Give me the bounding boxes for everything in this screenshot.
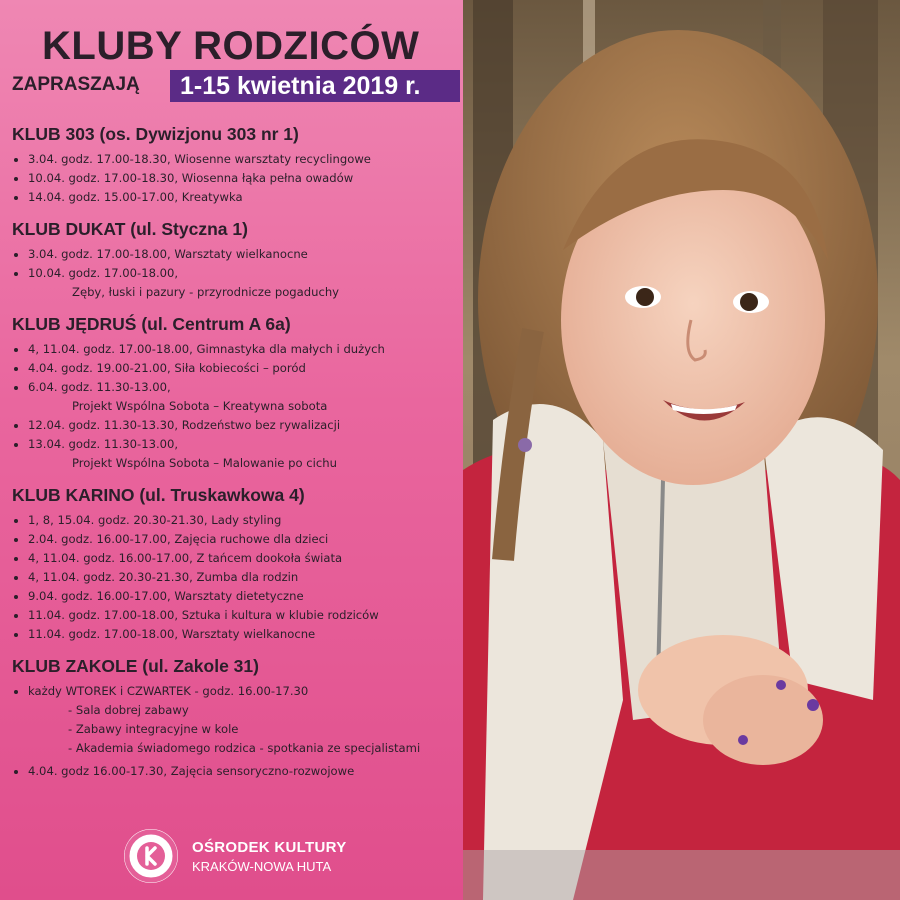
event-item bbox=[12, 435, 460, 473]
event-item bbox=[12, 264, 460, 302]
invite-text: ZAPRASZAJĄ bbox=[12, 74, 140, 95]
event-item: 3.04. godz. 17.00-18.00, Warsztaty wielkanocne bbox=[12, 245, 460, 264]
club-section bbox=[12, 656, 460, 781]
ok-logo-icon bbox=[124, 829, 178, 883]
club-section bbox=[12, 314, 460, 473]
event-item-line: 10.04. godz. 17.00-18.00, bbox=[28, 266, 179, 280]
event-item-line: każdy WTOREK i CZWARTEK - godz. 16.00-17.30 bbox=[28, 684, 309, 698]
event-item: 4, 11.04. godz. 17.00-18.00, Gimnastyka dla małych i dużych bbox=[12, 340, 460, 359]
event-item-continuation: Zęby, łuski i pazury - przyrodnicze pogaduchy bbox=[72, 285, 340, 299]
subtitle-row bbox=[12, 70, 462, 102]
club-section bbox=[12, 124, 460, 207]
event-item-continuation: Projekt Wspólna Sobota – Kreatywna sobota bbox=[72, 399, 328, 413]
event-item: 1, 8, 15.04. godz. 20.30-21.30, Lady styling bbox=[12, 511, 460, 530]
event-item-line: 6.04. godz. 11.30-13.00, bbox=[28, 380, 171, 394]
sub-item-list bbox=[28, 701, 460, 758]
event-item: 11.04. godz. 17.00-18.00, Warsztaty wielkanocne bbox=[12, 625, 460, 644]
event-item: 3.04. godz. 17.00-18.30, Wiosenne warsztaty recyclingowe bbox=[12, 150, 460, 169]
event-item: 12.04. godz. 11.30-13.30, Rodzeństwo bez rywalizacji bbox=[12, 416, 460, 435]
event-item: 10.04. godz. 17.00-18.30, Wiosenna łąka pełna owadów bbox=[12, 169, 460, 188]
event-item: 2.04. godz. 16.00-17.00, Zajęcia ruchowe dla dzieci bbox=[12, 530, 460, 549]
poster-title: KLUBY RODZICÓW bbox=[42, 24, 420, 68]
club-title: KLUB DUKAT (ul. Styczna 1) bbox=[12, 219, 248, 239]
date-badge: 1-15 kwietnia 2019 r. bbox=[170, 70, 460, 102]
event-item: 14.04. godz. 15.00-17.00, Kreatywka bbox=[12, 188, 460, 207]
event-item: 4, 11.04. godz. 16.00-17.00, Z tańcem dookoła świata bbox=[12, 549, 460, 568]
event-item bbox=[12, 378, 460, 416]
event-item bbox=[12, 682, 460, 758]
event-item: 4.04. godz 16.00-17.30, Zajęcia sensoryczno-rozwojowe bbox=[12, 762, 460, 781]
event-item: 9.04. godz. 16.00-17.00, Warsztaty dietetyczne bbox=[12, 587, 460, 606]
club-title: KLUB 303 (os. Dywizjonu 303 nr 1) bbox=[12, 124, 299, 144]
sub-item: - Sala dobrej zabawy bbox=[68, 703, 189, 717]
event-item: 4, 11.04. godz. 20.30-21.30, Zumba dla rodzin bbox=[12, 568, 460, 587]
event-item: 4.04. godz. 19.00-21.00, Siła kobiecości – poród bbox=[12, 359, 460, 378]
child-photo bbox=[463, 0, 900, 900]
event-item: 11.04. godz. 17.00-18.00, Sztuka i kultura w klubie rodziców bbox=[12, 606, 460, 625]
logo-city: KRAKÓW-NOWA HUTA bbox=[192, 859, 332, 874]
photo-illustration bbox=[463, 0, 900, 900]
club-title: KLUB KARINO (ul. Truskawkowa 4) bbox=[12, 485, 305, 505]
organizer-logo bbox=[124, 829, 384, 887]
club-section bbox=[12, 485, 460, 644]
sub-item: - Akademia świadomego rodzica - spotkania ze specjalistami bbox=[68, 741, 421, 755]
logo-name: OŚRODEK KULTURY bbox=[192, 839, 347, 856]
club-list bbox=[12, 124, 460, 793]
club-title: KLUB ZAKOLE (ul. Zakole 31) bbox=[12, 656, 259, 676]
sub-item: - Zabawy integracyjne w kole bbox=[68, 722, 239, 736]
club-title: KLUB JĘDRUŚ (ul. Centrum A 6a) bbox=[12, 314, 291, 334]
event-item-line: 13.04. godz. 11.30-13.00, bbox=[28, 437, 179, 451]
club-section bbox=[12, 219, 460, 302]
event-item-continuation: Projekt Wspólna Sobota – Malowanie po cichu bbox=[72, 456, 337, 470]
